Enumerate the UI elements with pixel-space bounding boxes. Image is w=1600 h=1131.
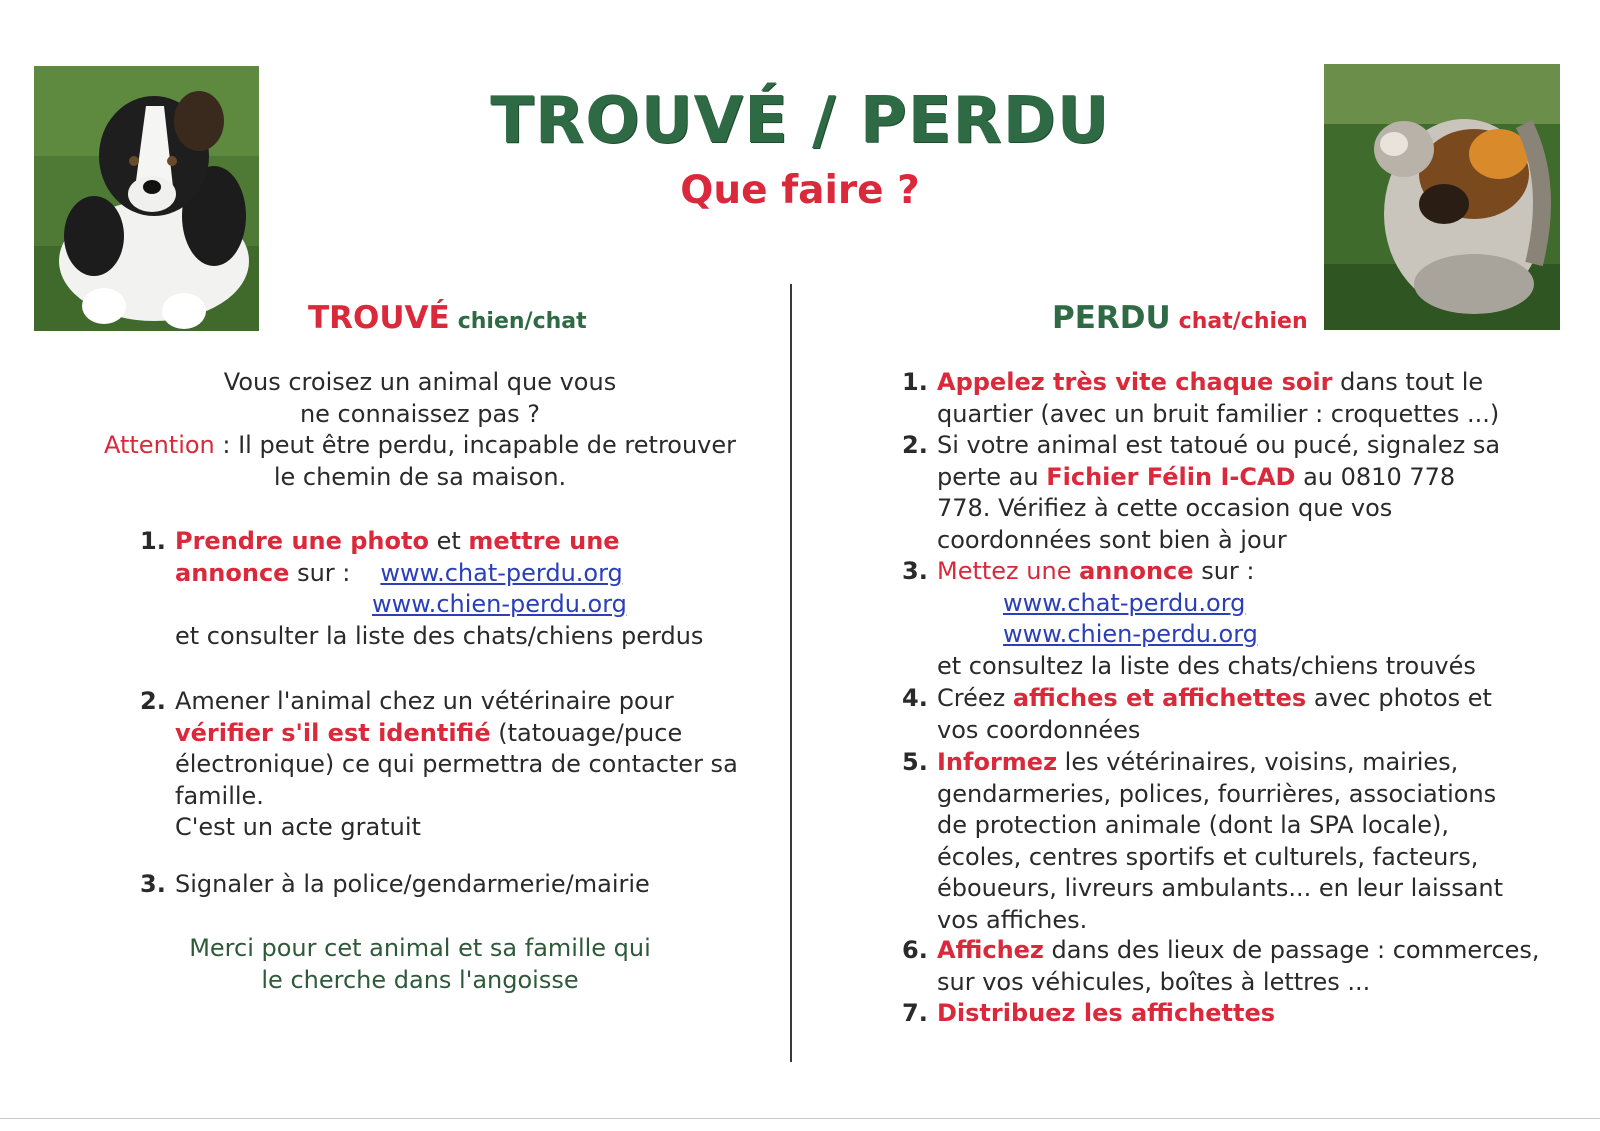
text: vos affiches. — [937, 905, 1088, 934]
text: Amener l'animal chez un vétérinaire pour — [175, 687, 674, 715]
found-heading — [308, 300, 587, 336]
text: électronique) ce qui permettra de contacter sa — [175, 750, 738, 778]
highlight: Distribuez les affichettes — [937, 999, 1276, 1027]
highlight: annonce — [175, 558, 290, 587]
cat-photo — [1324, 64, 1560, 330]
step-number: 6. — [902, 936, 928, 964]
text: Créez — [937, 684, 1013, 712]
thanks-line: Merci pour cet animal et sa famille qui — [189, 934, 651, 962]
text: écoles, centres sportifs et culturels, facteurs, — [937, 842, 1479, 871]
lost-heading-sub: chat/chien — [1178, 309, 1308, 334]
intro-line: le chemin de sa maison. — [273, 462, 567, 491]
thanks-message — [140, 933, 700, 996]
text: et consulter la liste des chats/chiens perdus — [175, 621, 704, 650]
text: C'est un acte gratuit — [175, 813, 421, 841]
found-intro — [100, 367, 740, 493]
step-number: 1. — [902, 368, 928, 396]
text: et consultez la liste des chats/chiens trouvés — [937, 651, 1476, 680]
highlight: Appelez très vite chaque soir — [937, 368, 1333, 396]
text: gendarmeries, polices, fourrières, associations — [937, 779, 1497, 808]
thanks-line: le cherche dans l'angoisse — [261, 965, 579, 994]
highlight: affiches et affichettes — [1012, 684, 1307, 712]
text: 778. Vérifiez à cette occasion que vos — [937, 494, 1393, 522]
lost-heading — [1052, 300, 1308, 336]
text: les vétérinaires, voisins, mairies, — [1057, 748, 1459, 776]
page-title: TROUVÉ / PERDU — [490, 84, 1110, 158]
chien-perdu-link[interactable]: www.chien-perdu.org — [1003, 620, 1258, 648]
text: quartier (avec un bruit familier : croquettes ...) — [937, 399, 1500, 428]
step-number: 2. — [902, 431, 928, 459]
highlight: Prendre une photo — [175, 527, 429, 555]
step-number: 2. — [140, 687, 166, 715]
step-number: 7. — [902, 999, 928, 1027]
attention-label: Attention — [103, 431, 215, 459]
text: Si votre animal est tatoué ou pucé, signalez sa — [937, 431, 1501, 459]
text: Mettez une — [937, 557, 1080, 585]
intro-text: : Il peut être perdu, incapable de retrouver — [214, 431, 737, 459]
chat-perdu-link[interactable]: www.chat-perdu.org — [380, 558, 623, 587]
dog-photo — [34, 66, 259, 331]
text: famille. — [175, 781, 264, 810]
bottom-rule — [0, 1118, 1600, 1119]
text: dans tout le — [1332, 368, 1484, 396]
chien-perdu-link[interactable]: www.chien-perdu.org — [372, 590, 627, 618]
text: sur : — [1193, 557, 1255, 585]
text: dans des lieux de passage : commerces, — [1043, 936, 1540, 964]
chat-perdu-link[interactable]: www.chat-perdu.org — [1003, 588, 1246, 617]
text: avec photos et — [1306, 684, 1492, 712]
text: et — [428, 527, 469, 555]
text: perte au — [937, 462, 1047, 491]
text: vos coordonnées — [937, 715, 1141, 744]
highlight: annonce — [1079, 557, 1194, 585]
step-number: 4. — [902, 684, 928, 712]
highlight: mettre une — [468, 527, 620, 555]
intro-line: ne connaissez pas ? — [299, 399, 541, 428]
intro-line — [100, 430, 740, 462]
intro-line: Vous croisez un animal que vous — [223, 368, 617, 396]
highlight: Informez — [937, 748, 1058, 776]
column-divider — [790, 284, 792, 1062]
text: sur vos véhicules, boîtes à lettres ... — [937, 967, 1371, 996]
text: au 0810 778 — [1295, 462, 1456, 491]
highlight: Fichier Félin I-CAD — [1046, 462, 1296, 491]
highlight: Affichez — [937, 936, 1044, 964]
text: coordonnées sont bien à jour — [937, 525, 1287, 554]
step-number: 5. — [902, 748, 928, 776]
lost-heading-main: PERDU — [1052, 300, 1171, 336]
found-heading-main: TROUVÉ — [308, 300, 450, 336]
highlight: vérifier s'il est identifié — [175, 718, 491, 747]
step-number: 3. — [902, 557, 928, 585]
text: éboueurs, livreurs ambulants... en leur laissant — [937, 874, 1504, 902]
step-number: 1. — [140, 527, 166, 555]
text: de protection animale (dont la SPA locale), — [937, 811, 1450, 839]
text: sur : — [289, 558, 351, 587]
page-subtitle: Que faire ? — [680, 168, 920, 213]
step-number: 3. — [140, 870, 166, 898]
text: (tatouage/puce — [490, 718, 683, 747]
found-heading-sub: chien/chat — [457, 309, 587, 334]
text: Signaler à la police/gendarmerie/mairie — [175, 870, 650, 898]
